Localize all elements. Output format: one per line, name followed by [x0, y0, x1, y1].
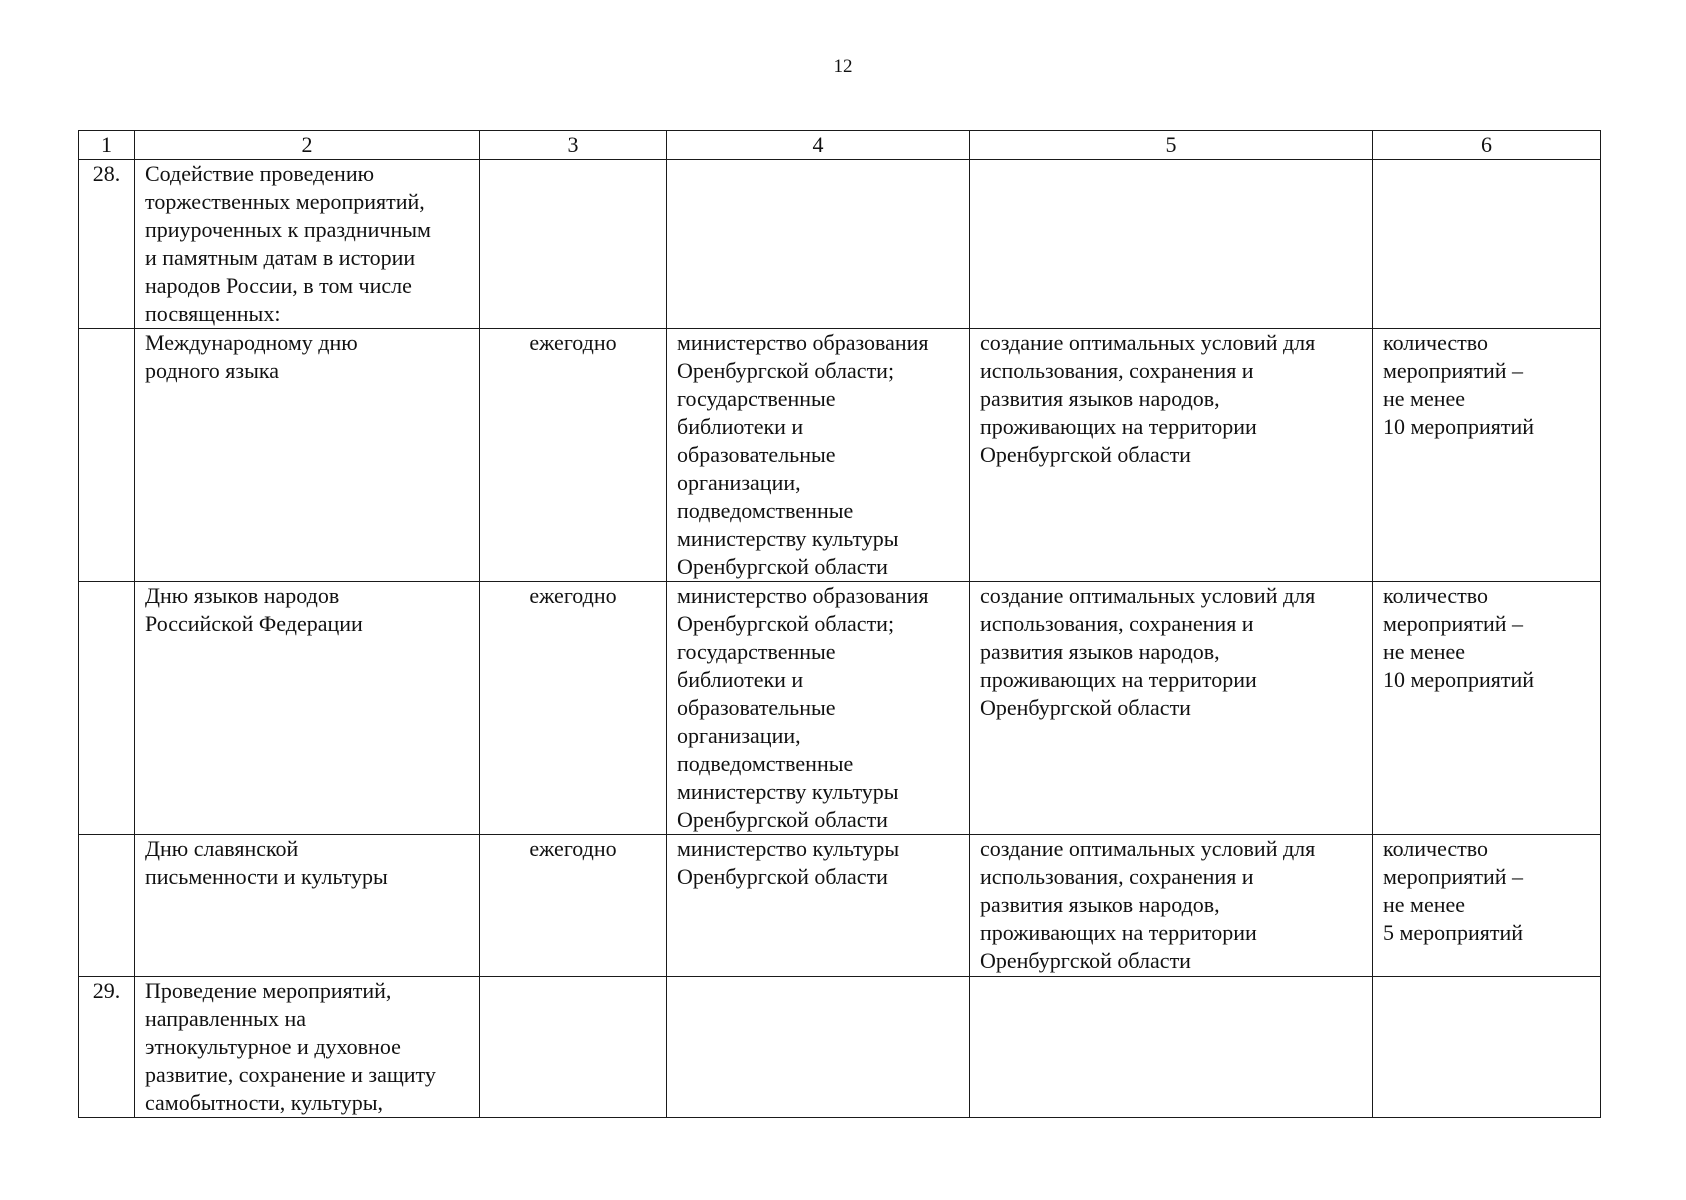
text-line: подведомственные — [677, 498, 854, 523]
text-line: Оренбургской области; — [677, 611, 895, 636]
text-line: организации, — [677, 470, 801, 495]
events-table — [78, 130, 1601, 1118]
text-line: организации, — [677, 723, 801, 748]
text-line: проживающих на территории — [980, 667, 1257, 692]
text-line: направленных на — [145, 1006, 306, 1031]
text-line: использования, сохранения и — [980, 864, 1254, 889]
text-line: развития языков народов, — [980, 639, 1220, 664]
text-line: этнокультурное и духовное — [145, 1034, 401, 1059]
empty-cell — [480, 977, 667, 1118]
text-line: 10 мероприятий — [1383, 414, 1535, 439]
text-line: создание оптимальных условий для — [980, 330, 1316, 355]
text-line: Содействие проведению — [145, 161, 375, 186]
text-line: 5 мероприятий — [1383, 920, 1524, 945]
text-line: развития языков народов, — [980, 386, 1220, 411]
text-line: количество — [1383, 836, 1489, 861]
text-line: проживающих на территории — [980, 920, 1257, 945]
text-line: Дню славянской — [145, 836, 299, 861]
text-line: количество — [1383, 330, 1489, 355]
table-row — [79, 835, 1601, 977]
empty-cell — [79, 835, 135, 977]
event-title-cell — [135, 835, 480, 977]
indicator-cell — [1373, 329, 1601, 582]
text-line: Международному дню — [145, 330, 358, 355]
text-line: родного языка — [145, 358, 280, 383]
indicator-cell — [1373, 835, 1601, 977]
text-line: Оренбургской области — [980, 442, 1191, 467]
text-line: посвященных: — [145, 301, 281, 326]
text-line: министерству культуры — [677, 526, 899, 551]
empty-cell — [1373, 160, 1601, 329]
text-line: создание оптимальных условий для — [980, 836, 1316, 861]
responsible-cell — [667, 835, 970, 977]
column-header-6: 6 — [1373, 131, 1601, 160]
text-line: и памятным датам в истории — [145, 245, 416, 270]
text-line: мероприятий – — [1383, 611, 1524, 636]
event-title-cell — [135, 977, 480, 1118]
empty-cell — [79, 582, 135, 835]
empty-cell — [667, 977, 970, 1118]
text-line: не менее — [1383, 386, 1466, 411]
table-row — [79, 582, 1601, 835]
text-line: Дню языков народов — [145, 583, 340, 608]
empty-cell — [970, 977, 1373, 1118]
column-header-1: 1 — [79, 131, 135, 160]
text-line: Оренбургской области — [980, 695, 1191, 720]
text-line: министерству культуры — [677, 779, 899, 804]
text-line: образовательные — [677, 442, 836, 467]
column-header-3: 3 — [480, 131, 667, 160]
text-line: письменности и культуры — [145, 864, 388, 889]
text-line: использования, сохранения и — [980, 611, 1254, 636]
text-line: развития языков народов, — [980, 892, 1220, 917]
empty-cell — [970, 160, 1373, 329]
text-line: не менее — [1383, 639, 1466, 664]
text-line: библиотеки и — [677, 667, 804, 692]
text-line: библиотеки и — [677, 414, 804, 439]
frequency-cell: ежегодно — [480, 582, 667, 835]
text-line: приуроченных к праздничным — [145, 217, 431, 242]
column-header-5: 5 — [970, 131, 1373, 160]
text-line: подведомственные — [677, 751, 854, 776]
page-number: 12 — [833, 56, 853, 77]
text-line: самобытности, культуры, — [145, 1090, 383, 1115]
empty-cell — [1373, 977, 1601, 1118]
table-row — [79, 329, 1601, 582]
text-line: министерство образования — [677, 330, 929, 355]
text-line: 10 мероприятий — [1383, 667, 1535, 692]
text-line: Оренбургской области; — [677, 358, 895, 383]
result-cell — [970, 582, 1373, 835]
row-number: 29. — [79, 977, 135, 1118]
text-line: торжественных мероприятий, — [145, 189, 425, 214]
text-line: Оренбургской области — [677, 807, 888, 832]
empty-cell — [667, 160, 970, 329]
column-header-4: 4 — [667, 131, 970, 160]
empty-cell — [79, 329, 135, 582]
row-number: 28. — [79, 160, 135, 329]
text-line: Проведение мероприятий, — [145, 978, 392, 1003]
table-row — [79, 160, 1601, 329]
column-header-2: 2 — [135, 131, 480, 160]
text-line: министерство культуры — [677, 836, 900, 861]
text-line: министерство образования — [677, 583, 929, 608]
text-line: не менее — [1383, 892, 1466, 917]
event-title-cell — [135, 329, 480, 582]
text-line: развитие, сохранение и защиту — [145, 1062, 436, 1087]
empty-cell — [480, 160, 667, 329]
text-line: образовательные — [677, 695, 836, 720]
event-title-cell — [135, 160, 480, 329]
text-line: государственные — [677, 639, 836, 664]
frequency-cell: ежегодно — [480, 329, 667, 582]
text-line: мероприятий – — [1383, 358, 1524, 383]
text-line: мероприятий – — [1383, 864, 1524, 889]
indicator-cell — [1373, 582, 1601, 835]
responsible-cell — [667, 329, 970, 582]
text-line: проживающих на территории — [980, 414, 1257, 439]
text-line: использования, сохранения и — [980, 358, 1254, 383]
text-line: Российской Федерации — [145, 611, 363, 636]
text-line: создание оптимальных условий для — [980, 583, 1316, 608]
text-line: Оренбургской области — [677, 864, 888, 889]
result-cell — [970, 329, 1373, 582]
table-row — [79, 977, 1601, 1118]
event-title-cell — [135, 582, 480, 835]
text-line: Оренбургской области — [980, 948, 1191, 973]
result-cell — [970, 835, 1373, 977]
text-line: количество — [1383, 583, 1489, 608]
text-line: Оренбургской области — [677, 554, 888, 579]
text-line: народов России, в том числе — [145, 273, 412, 298]
header-row — [79, 131, 1601, 160]
frequency-cell: ежегодно — [480, 835, 667, 977]
responsible-cell — [667, 582, 970, 835]
text-line: государственные — [677, 386, 836, 411]
